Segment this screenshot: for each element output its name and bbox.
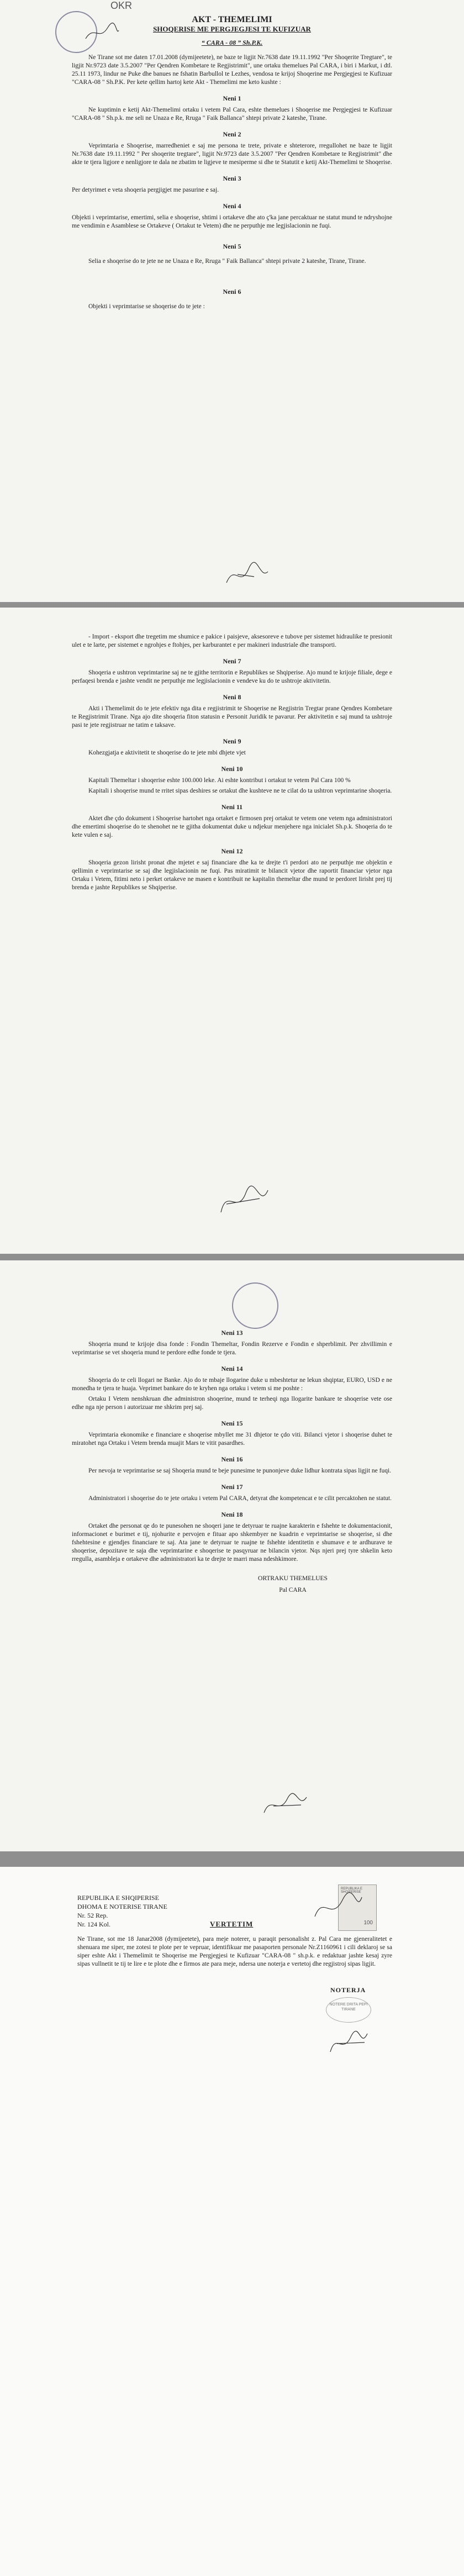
article-4-title: Neni 4 xyxy=(223,202,241,210)
noterja-label: NOTERJA xyxy=(330,1986,366,1994)
office-label: DHOMA E NOTERISE TIRANE xyxy=(77,1903,167,1910)
article-14-text-b: Ortaku I Vetem nenshkruan dhe administron shoqerine, mund te terheqi nga llogarite bankare te shoqerise vete ose edhe nga nje person i autorizuar me shkrim prej saj. xyxy=(72,1396,392,1411)
activity-list-item: - Import - eksport dhe tregetim me shumice e pakice i paisjeve, aksesoreve e tubove per sistemet hidraulike te presionit ulet e te larte, per sistemet e ngrohjes e ftohjes, per karburantet e per makineri industriale dhe transporti. xyxy=(72,634,392,648)
article-7-title: Neni 7 xyxy=(223,657,241,665)
document-subtitle: SHOQERISE ME PERGJEGJESI TE KUFIZUAR xyxy=(153,25,311,33)
article-7-text: Shoqeria e ushtron veprimtarine saj ne te gjithe territorin e Republikes se Shqiperise. Ajo mund te krijoje filiale, dege e perfaqesi brenda e jashte vendit ne perputhje me legjislacionin e vendeve ku do te ushtroje aktivitetin. xyxy=(72,669,392,684)
vertetim-title: VERTETIM xyxy=(210,1920,254,1928)
article-10-text-a: Kapitali Themeltar i shoqerise eshte 100.000 leke. Ai eshte kontribut i ortakut te vetem Pal Cara 100 % xyxy=(88,777,351,784)
article-15-text: Veprimtaria ekonomike e financiare e shoqerise mbyllet me 31 dhjetor te çdo viti. Bilanci vjetor i shoqerise duhet te miratohet nga Ortaku i Vetem brenda muajit Mars te vitit pasardhes. xyxy=(72,1432,392,1447)
kol-number: Nr. 124 Kol. xyxy=(77,1920,110,1928)
article-17-title: Neni 17 xyxy=(221,1483,243,1491)
notary-stamp-signature xyxy=(309,1889,365,1928)
article-16-text: Per nevoja te veprimtarise se saj Shoqeria mund te beje punesime te punonjeve duke lidhur kontrata sipas ligjit ne fuqi. xyxy=(88,1468,392,1474)
article-8-title: Neni 8 xyxy=(223,693,241,701)
corner-mark: OKR xyxy=(110,0,133,11)
article-18-text: Ortaket dhe personat qe do te punesohen ne shoqeri jane te detyruar te ruajne karakterin e fshehte te dokumentacionit, informacionet e burimet e tij, njohurite e pervojen e fituar apo shkembyer ne kuadrin e veprimtarise se shoqerise, si dhe fshehtesine e gjendjes financiare te saj. Ata jane te detyruar te ruajne te fshehte identitetin e shumave e te ardhurave te shoqerise, depozitave te saja dhe veprimtarine e shoqerise te pasqyruar ne bilancin vjetor. Nqs njeri prej tyre shkelin keto rregulla, asambleja e ortakeve dhe administratori ka te drejte te marri masa ndeshkimore. xyxy=(72,1523,392,1563)
founder-signature xyxy=(260,1791,309,1818)
article-12-text: Shoqeria gezon lirisht pronat dhe mjetet e saj financiare dhe ka te drejte t'i perdori ato ne perputhje me objektin e qellimin e veprimtarise se saj dhe legjislacionin ne fuqi. Pas miratimit te bilancit vjetor dhe raportit financiar vjetor nga Ortaku i Vetem, fitimi neto i perket ortakeve ne masen e kontribuit ne kapitalin themeltar dhe mund te perdoret lirisht prej tij brenda e jashte Republikes se Shqiperise. xyxy=(72,859,392,891)
article-1-title: Neni 1 xyxy=(223,94,241,102)
article-8-text: Akti i Themelimit do te jete efektiv nga dita e regjistrimit te Shoqerise ne Regjistrin Tregtar prane Qendres Kombetare te Regjistrimit Tirane. Nga ajo dite shoqeria fiton statusin e Personit Juridik te pavarur. Per aktivitetin e saj mund ta ushtroje pasi te jete regjistruar ne tatim e taksave. xyxy=(72,705,392,729)
article-18-title: Neni 18 xyxy=(221,1511,243,1518)
document-title: AKT - THEMELIMI xyxy=(192,15,272,24)
article-11-text: Aktet dhe çdo dokument i Shoqerise hartohet nga ortaket e firmosen prej ortakut te vetem one vetem nga administratori dhe emertimi shoqerise do te shenohet ne te gjitha dokumentat duke u ndjekur menjehere nga inicialet Sh.p.k. Shoqeria do te kete vulen e saj. xyxy=(72,815,392,838)
page-1-signature xyxy=(221,558,271,591)
page-1 xyxy=(0,0,464,602)
article-15-title: Neni 15 xyxy=(221,1419,243,1427)
article-6-title: Neni 6 xyxy=(223,288,241,295)
article-6-text: Objekti i veprimtarise se shoqerise do te jete : xyxy=(88,303,205,310)
page-4-notary xyxy=(0,1867,464,2576)
republic-label: REPUBLIKA E SHQIPERISE xyxy=(77,1894,160,1902)
article-1-text: Ne kuptimin e ketij Akt-Themelimi ortaku i vetem Pal Cara, eshte themelues i Shoqerise me Pergjegjesi te Kufizuar "CARA-08 " Sh.p.k. me seli ne Unaza e Re, Rruga " Faik Ballanca" shtepi private 2 kateshe, Tirane. xyxy=(72,107,392,122)
article-13-title: Neni 13 xyxy=(221,1329,243,1337)
article-9-text: Kohezgjatja e aktivitetit te shoqerise do te jete mbi dhjete vjet xyxy=(88,749,246,756)
article-2-title: Neni 2 xyxy=(223,130,241,138)
article-5-title: Neni 5 xyxy=(223,242,241,250)
article-4-text: Objekti i veprimtarise, emertimi, selia e shoqerise, shtimi i ortakeve dhe ato ç'ka jane percaktuar ne statut mund te ndryshojne me vendimin e Asamblese se Ortakeve ( Ortakut te Vetem) dhe ne perputhje me legjislacionin ne fuqi. xyxy=(72,214,392,229)
article-17-text: Administratori i shoqerise do te jete ortaku i vetem Pal CARA, detyrat dhe kompetencat e te cilit percaktohen ne statut. xyxy=(88,1495,392,1502)
notary-signature xyxy=(326,2027,370,2060)
revenue-stamp-amount: 100 xyxy=(363,1920,373,1926)
article-13-text: Shoqeria mund te krijoje disa fonde : Fondin Themeltar, Fondin Rezerve e Fondin e shperblimit. Per zhvillimin e veprimtarise se vet shoqeria mund te perdore edhe fonde te tjera. xyxy=(72,1341,392,1356)
page-3 xyxy=(0,1260,464,1851)
article-10-text-b: Kapitali i shoqerise mund te rritet sipas deshires se ortakut dhe kushteve ne te cilat do ta ushtron veprimtarine shoqeria. xyxy=(88,788,392,794)
page-2 xyxy=(0,608,464,1254)
page-2-signature xyxy=(215,1182,271,1221)
article-3-title: Neni 3 xyxy=(223,175,241,182)
article-14-title: Neni 14 xyxy=(221,1365,243,1373)
article-10-title: Neni 10 xyxy=(221,765,243,773)
notary-header xyxy=(77,1893,167,1929)
company-name: “ CARA - 08 ” Sh.P.K. xyxy=(201,39,263,46)
founder-name: Pal CARA xyxy=(279,1587,307,1593)
notary-certification-text: Ne Tirane, sot me 18 Janar2008 (dymijeetete), para meje noterer, u paraqit personalisht z. Pal Cara me gjeneralitetet e shenuara me siper, me zotesi te plote per te vepruar, identifikuar me pasaporten personale Nr.Z1160961 i cili deklaroj se sa siper eshte Akt i Themelimit te Shoqerise me Pergjegjesi te Kufizuar "CARA-08 " sh.p.k. e redaktuar jashte kesaj zyre sipas vullnetit te tij te lire e te plote dhe e firmos ate para meje, ndersa une noterja e vertetoj dhe regjistroj sipas ligjit. xyxy=(77,1936,392,1967)
article-3-text: Per detyrimet e veta shoqeria pergjigjet me pasurine e saj. xyxy=(72,187,219,193)
article-16-title: Neni 16 xyxy=(221,1455,243,1463)
notary-oval-stamp: NOTERE DRITA PEPI TIRANE xyxy=(326,1997,371,2023)
article-5-text: Selia e shoqerise do te jete ne ne Unaza e Re, Rruga " Faik Ballanca" shtepi private 2 kateshe, Tirane, Tirane. xyxy=(88,258,366,265)
founder-label: ORTRAKU THEMELUES xyxy=(258,1575,328,1582)
article-9-title: Neni 9 xyxy=(223,737,241,745)
intro-paragraph: Ne Tirane sot me daten 17.01.2008 (dymijeetete), ne baze te ligjit Nr.7638 date 19.11.1992 "Per Shoqerite Tregtare", te ligjit Nr.9723 date 3.5.2007 "Per Qendren Kombetare te Regjistrimit", une ortaku themelues Pal CARA, i biri i Markut, i dtl. 25.11 1973, lindur ne Puke dhe banues ne fshatin Barbullol te Lezhes, vendosa te krijoj Shoqerine me Pergjegjesi te Kufizuar "CARA-08 " Sh.P.K. Per kete qellim hartoj kete Akt - Themelimi me keto kushte : xyxy=(72,54,392,86)
rep-number: Nr. 52 Rep. xyxy=(77,1912,108,1919)
article-2-text: Veprimtaria e Shoqerise, marredheniet e saj me persona te trete, private e shteterore, rregullohet ne baze te ligjit Nr.7638 date 19.11.1992 " Per shoqerite tregtare", ligjit Nr.9723 date 3.5.2007 "Per Qendren Kombetare te Regjistrimit" dhe akte te tjera ligjore e nenligjore te dala ne zbatim te ligjeve te mesiperme si dhe te Statutit e ketij Akt-Themelimi te Shoqerise. xyxy=(72,142,392,166)
article-14-text-a: Shoqeria do te celi llogari ne Banke. Ajo do te mbaje llogarine duke u mbeshtetur ne lekun shqiptar, EURO, USD e ne monedha te tjera te huaja. Veprimet bankare do te kryhen nga ortaku i vetem si me poshte : xyxy=(72,1377,392,1392)
article-12-title: Neni 12 xyxy=(221,847,243,855)
article-11-title: Neni 11 xyxy=(221,803,243,811)
revenue-stamp-label: REPUBLIKA E SHQIPERISE xyxy=(341,1887,363,1894)
